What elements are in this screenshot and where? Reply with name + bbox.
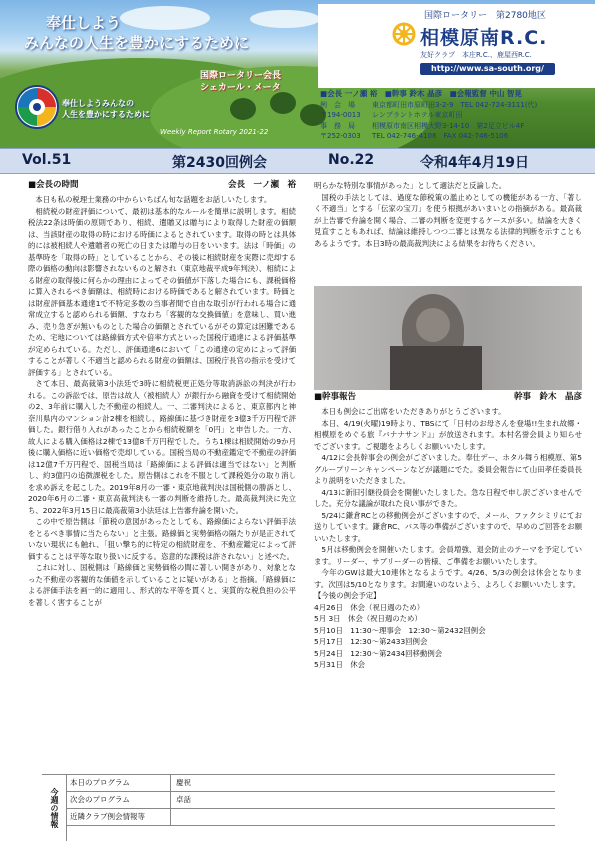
club-name: 相模原南R.C. (420, 27, 548, 49)
tree (270, 92, 296, 114)
info-value: 相模原市南区相模大野3-14-10 第2足立ビル4F (372, 121, 525, 130)
president-continued (314, 180, 582, 249)
president-section-heading (28, 180, 296, 194)
secretary-paragraph: 本日、4/19(火曜)19時より、TBSにて「日村のお母さんを登場!!生まれ故郷・相模原をめぐる旅『バナナサンド』」が放送されます。本村名誉会員より知らせでございます。ご視聴をよろしくお願いいたします。 (314, 418, 582, 451)
slogan-line-1: 奉仕しよう (46, 14, 122, 32)
president-paragraph: 相続税の財産評価について、最初は基本的なルールを簡単に説明します。相続税法22条は時価の原則であり、相続、遺贈又は贈与により取得した財産の価額は、当該財産の取得の時における時価によるとされています。取得の時とは具体的には被相続人や遺贈者の死亡の日または贈与の日をいいます。法は「時価」の基準時を「取得の時」としていることから、その後に相続財産を実際に売却する際の価格の動向は影響されないものと解され（東京地裁平成9年判決）、相続による財産の取得後に何らかの理由によってその価値が下落した場合にも、課税価格に算入されるべき価額は、相続時における時価であると解されています。時価とは財産評価基本通達1で不特定多数の当事者間で自由な取引が行われる場合に通常成立すると認められる価額、すなわち「客観的な交換価値」を意味し、買い進み、売り急ぎが無いものとした場合の価額とされているがその算定は困難であるため、宅地については路線価方式や倍率方式といった国税庁通達による評価基準が定められている。ただし、評価通達6において「この通達の定めによって評価することが著しく不適当と認められる財産の価額は、国税庁長官の指示を受けて評価する」とされている。 (28, 206, 296, 377)
district-label: 国際ロータリー 第2780地区 (424, 11, 546, 21)
secretary-paragraph: 4/13に新旧引継役員会を開催いたしました。急な日程で申し訳ございませんでした。充分な議論が取れた良い事ができた。 (314, 487, 582, 508)
info-key: 例 会 場 (320, 100, 355, 109)
info-key: 事 務 局 (320, 121, 355, 130)
secretary-paragraph: 5月は移動例会を開催いたします。会員増強、退会防止のテーマを予定しています。リーダー、サブリーダーの皆様、ご準備をお願いいたします。 (314, 545, 582, 566)
secretary-title: ■幹事報告 (314, 392, 357, 402)
row-value: 慶祝 (176, 778, 191, 787)
weekly-info-label: 今週の情報 (42, 775, 67, 841)
theme-logo-icon (14, 84, 60, 130)
info-key: 〒252-0303 (320, 132, 361, 140)
secretary-paragraph: 本日も例会にご出席をいただきありがとうございます。 (321, 407, 506, 416)
info-row (320, 131, 592, 142)
info-row (320, 100, 592, 111)
president-paragraph: 本日も私の税理士業務の中からいちばん旬な話題をお話しいたします。 (35, 195, 272, 204)
schedule-item: 5月 3日 休会（祝日週のため） (314, 614, 422, 623)
president-cont-paragraph: 国税の手法としては、過度な節税策の濫止めとしての機能がある一方、「著しく不適当」とする「伝家の宝刀」を使う根拠があいまいとの指摘がある。最高裁が上告審で弁論を開く場合、二審の判断を変更するケースが多い。結論を大きく見直すこともあれば、結論は維持しつつ二審とは異なる法律的判断を示すこともあるようです。本日3時の最高裁判決による結果をお待ちください。 (314, 192, 582, 248)
president-author: 会長 一ノ瀬 裕 (227, 180, 296, 190)
sister-clubs: 友好クラブ 本庄R.C.、鹿屋西R.C. (420, 51, 532, 59)
info-value: 東京都町田市原町田3-2-9 TEL 042-724-3111(代) (372, 100, 538, 109)
president-title: ■会長の時間 (28, 180, 79, 190)
secretary-paragraph: 今年のGWは最大10連休となるようです。4/26、5/3の例会は休会となります。次回は5/10となります。お間違いのないよう、よろしくお願いいたします。 (314, 568, 582, 589)
president-paragraph: これに対し、国税側は「路線価と実勢価格の間に著しい開きがあり、対象となった不動産の客観的な価値を示していることに疑いがある」と指摘。「路線価による評価手法を画一的に適用し、形式的な平等を貫くと、実質的な税負担の公平を著しく害することが (28, 563, 296, 607)
secretary-author: 幹事 鈴木 晶彦 (513, 392, 582, 402)
schedule-title: 【今後の例会予定】 (314, 591, 381, 600)
schedule-item: 5月10日 11:30～理事会 12:30～第2432回例会 (314, 625, 486, 635)
podium (390, 346, 482, 390)
info-key: 〒194-0013 (320, 111, 361, 119)
issue-band (0, 148, 595, 174)
cloud (120, 6, 210, 30)
ri-president (200, 70, 281, 94)
secretary-paragraph: 5/24に鎌倉RCとの移動例会がございますので、メール、ファクシミリにてお送りしています。鎌倉RC、バス等の準備がございますので、早めのご回答をお願いいたします。 (314, 510, 582, 543)
ri-president-name: シェカール・メータ (200, 83, 281, 93)
row-divider (170, 775, 171, 791)
row-divider (170, 792, 171, 808)
info-value: レンブラントホテル東京町田 (372, 111, 463, 119)
secretary-column (314, 392, 582, 671)
ri-president-title: 国際ロータリー会長 (200, 71, 282, 81)
row-label: 近隣クラブ例会情報等 (70, 812, 145, 821)
theme-logo-line-1: 奉仕しようみんなの (62, 99, 134, 108)
president-paragraph: この中で原告側は「節税の意図があったとしても、路線価によらない評価手法をとるべき事情に当たらない」と主張。路線価と実勢価格の隔たりが是正されていない現状にも触れ、「狙い撃ち的に特定の相続財産を、不動産鑑定によって評価することは平等な取り扱いに反する。恣意的な課税は許されない」と述べた。 (28, 517, 296, 561)
schedule-item: 5月24日 12:30～第2434回移動例会 (314, 648, 443, 658)
schedule-item: 4月26日 休会（祝日週のため） (314, 602, 425, 612)
schedule-item: 5月31日 休会 (314, 660, 366, 669)
volume-number: Vol.51 (22, 152, 72, 168)
weekly-info-row (66, 809, 555, 826)
issue-date: 令和4年4月19日 (420, 155, 529, 171)
secretary-paragraph: 4/12に会長幹事会の例会がございました。奉仕デー、ホタル舞う相模原、第5グループリーンキャンペーンなどが議題にでた。委員会報告にて山田孝任委員長より説明をいただきました。 (314, 453, 582, 485)
secretary-section-heading (314, 392, 582, 406)
theme-logo-text (62, 98, 150, 120)
tree (230, 98, 256, 120)
row-label: 次会のプログラム (70, 795, 130, 804)
speaker-photo (314, 286, 582, 390)
row-divider (170, 809, 171, 825)
issue-number: No.22 (328, 152, 375, 168)
weekly-info-row (66, 792, 555, 809)
theme-logo-line-2: 人生を豊かにするために (62, 110, 150, 119)
club-info (320, 89, 592, 142)
slogan-line-2: みんなの人生を豊かにするために (24, 34, 250, 52)
president-paragraph: さて本日、最高裁第3小法廷で3時に相続税更正処分等取消訴訟の判決が行われる。この訴訟では、原告は故人（被相続人）が銀行から融資を受けて相続開始の2、3年前に購入した不動産の相続人。一、二審判決によると、東京都内と神奈川県内のマンション計2棟を相続し、路線価に基づき財産を3億3千万円程で評価した。銀行借り入れがあったことから相続税額を「0円」と申告した。一方、故人による購入価格は2棟で13億8千万円程でした。うち1棟は相続開始の9か月後に購入価格に近い価格で売却している。国税当局の不動産鑑定で不動産の評価は12億7千万円程で、国税当局は「路線価による評価は適当ではない」と判断し、約3億円の追徴課税をした。原告側はこれを不服として課税処分の取り消しを求め訴えを起こした。2019年8月の一審・東京地裁判決は国税側の勝訴とし、2020年6月の二審・東京高裁判決も一審の判断を維持した。最高裁判決に先立ち、2022年3月15日に最高裁第3小法廷は上告審弁論を開いた。 (28, 379, 296, 515)
theme-logo (14, 84, 60, 134)
info-row (320, 110, 592, 121)
rotary-wheel-icon (392, 22, 416, 46)
schedule-item: 5月17日 12:30～第2433回例会 (314, 637, 428, 646)
info-row (320, 121, 592, 132)
meeting-number: 第2430回例会 (172, 155, 267, 171)
row-value: 卓話 (176, 795, 191, 804)
weekly-info-table (42, 774, 555, 841)
weekly-info-row (66, 775, 555, 792)
speaker-head (416, 308, 450, 342)
officers: ■会長 一ノ瀬 裕 ■幹事 鈴木 晶彦 ■会報監督 中山 智晃 (320, 89, 522, 98)
row-label: 本日のプログラム (70, 778, 130, 787)
president-cont-paragraph: 明らかな特別な事情があった」として適法だと反論した。 (314, 181, 507, 190)
president-column (28, 180, 296, 608)
weekly-report-label: Weekly Report Rotary 2021-22 (160, 128, 269, 136)
club-url-link[interactable]: http://www.sa-south.org/ (420, 63, 555, 75)
cloud (250, 10, 320, 28)
info-value: TEL 042-746-4108 FAX 042-746-5106 (372, 132, 509, 140)
